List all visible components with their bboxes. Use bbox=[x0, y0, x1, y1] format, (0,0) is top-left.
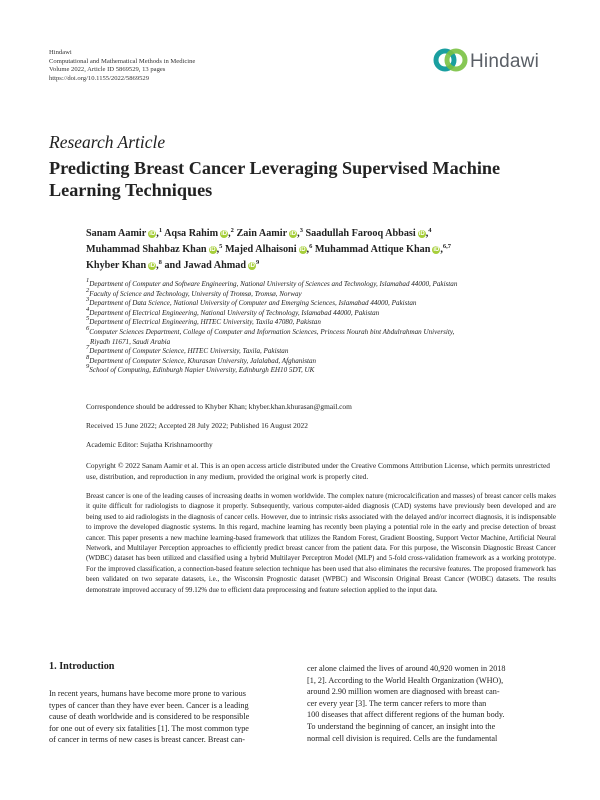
text-line: To understand the beginning of cancer, an insight into the bbox=[307, 721, 496, 731]
affiliation-item: $^4$Department of Electrical Engineering, National University of Technology, Islamabad 44000, Pakistan bbox=[86, 305, 380, 317]
affiliation-item: $^2$Faculty of Science and Technology, University of Tromsø, Tromsø, Norway bbox=[86, 286, 302, 298]
orcid-icon[interactable]: iD bbox=[149, 263, 156, 269]
affiliation-item: $^6$Computer Sciences Department, College of Computer and Information Sciences, Princess Nourah bint Abdulrahman University, bbox=[86, 324, 455, 336]
author-affiliation-sup: 4 bbox=[428, 227, 432, 234]
author-affiliation-sup: 5 bbox=[219, 243, 223, 250]
orcid-icon[interactable]: iD bbox=[418, 231, 425, 237]
author-affiliation-sup: 6 bbox=[309, 243, 313, 250]
author-name: Saadullah Farooq Abbasi bbox=[305, 228, 416, 239]
affiliation-item: Riyadh 11671, Saudi Arabia bbox=[90, 337, 171, 346]
orcid-icon[interactable]: iD bbox=[249, 263, 255, 269]
copyright-notice: Copyright © 2022 Sanam Aamir et al. This is an open access article distributed under the Creative Commons Attribution License, which permits unrestricted use, distribution, and reproduction in any medium, provided the original work is properly cited. bbox=[86, 461, 551, 481]
author-connector: and bbox=[164, 260, 181, 271]
volume-line: Volume 2022, Article ID 5869529, 13 pages bbox=[49, 66, 166, 73]
author-name: Majed Alhaisoni bbox=[224, 244, 297, 255]
affiliation-list bbox=[86, 277, 556, 376]
author-affiliation-sup: 8 bbox=[158, 259, 162, 266]
orcid-icon[interactable]: iD bbox=[299, 247, 306, 253]
intro-right-column bbox=[307, 663, 554, 744]
author-name: Aqsa Rahim bbox=[164, 228, 219, 239]
author-affiliation-sup: 6,7 bbox=[442, 243, 452, 250]
abstract: Breast cancer is one of the leading causes of increasing deaths in women worldwide. The complex nature (microcalcification and masses) of breast cancer cells makes it quite difficult for radiologists to diagnose it properly. Subsequently, various computer-aided diagnosis (CAD) systems have previously been developed and are being used to aid radiologists in the diagnosis of cancer cells. However, due to intrinsic risks associated with the delayed and/or incorrect diagnosis, it is indispensable to improve the developed diagnostic systems. In this regard, machine learning has recently been playing a potential role in the early and precise detection of breast cancer. This paper presents a new machine learning-based framework that utilizes the Random Forest, Gradient Boosting, Support Vector Machine, Artificial Neural Network, and Multilayer Perception approaches to efficiently predict breast cancer from the patient data. For this purpose, the Wisconsin Diagnostic Breast Cancer (WDBC) dataset has been utilized and classified using a hybrid Multilayer Perceptron Model (MLP) and 5-fold cross-validation framework as a working prototype. For the improved classification, a connection-based feature selection technique has been used that also eliminates the recursive features. The proposed framework has been validated on two separate datasets, i.e., the Wisconsin Prognostic dataset (WPBC) and Wisconsin Original Breast Cancer (WOBC) datasets. The results demonstrate improved accuracy of 99.12% due to efficient data preprocessing and feature selection applied to the input data. bbox=[86, 492, 556, 594]
author-name: Zain Aamir bbox=[236, 228, 288, 239]
hindawi-logo-icon bbox=[432, 43, 472, 77]
text-line: 100 diseases that affect different regions of the human body. bbox=[307, 710, 505, 720]
text-line: types of cancer than they have ever been. Cancer is a leading bbox=[49, 700, 249, 710]
author-name: Sanam Aamir bbox=[86, 228, 147, 239]
dates: Received 15 June 2022; Accepted 28 July 2022; Published 16 August 2022 bbox=[86, 421, 308, 430]
article-type: Research Article bbox=[49, 132, 166, 152]
text-line: of cancer in terms of new cases is breast cancer. Breast can- bbox=[49, 735, 245, 745]
text-line: cer alone claimed the lives of around 40,920 women in 2018 bbox=[307, 664, 506, 673]
orcid-icon[interactable]: iD bbox=[290, 231, 297, 237]
author-affiliation-sup: 3 bbox=[299, 227, 303, 234]
text-line: cer every year [3]. The term cancer refers to more than bbox=[307, 698, 487, 708]
affiliation-item: $^3$Department of Data Science, National University of Computer and Emerging Sciences, Islamabad 44000, Pakistan bbox=[86, 296, 417, 308]
author-name: Khyber Khan bbox=[86, 260, 147, 271]
author-name: Muhammad Shahbaz Khan bbox=[86, 244, 207, 255]
author-list: Sanam Aamir iD,$^1$ Aqsa Rahim iD,$^2$ Zain Aamir iD,$^3$ Saadullah Farooq Abbasi iD,$^4$ Muhammad Shahbaz Khan iD,$^5$ Majed Alhaisoni iD,$^6$ Muhammad Attique Khan iD,$^{6,7}$ Khyber Khan iD,$^8$ and Jawad Ahmad $iD^9$ bbox=[86, 227, 452, 271]
text-line: In recent years, humans have become more prone to various bbox=[49, 689, 246, 698]
orcid-icon[interactable]: iD bbox=[209, 247, 216, 253]
affiliation-item: $^7$Department of Computer Science, HITEC University, Taxila, Pakistan bbox=[86, 344, 289, 356]
text-line: for one out of every six fatalities [1]. The most common type bbox=[49, 723, 249, 733]
orcid-icon[interactable]: iD bbox=[149, 231, 156, 237]
author-affiliation-sup: 1 bbox=[158, 227, 163, 234]
affiliation-item: $^9$School of Computing, Edinburgh Napier University, Edinburgh EH10 5DT, UK bbox=[86, 363, 315, 375]
author-name: Jawad Ahmad bbox=[183, 260, 246, 271]
orcid-icon[interactable]: iD bbox=[221, 231, 228, 237]
author-affiliation-sup: 2 bbox=[230, 227, 234, 234]
correspondence: Correspondence should be addressed to Khyber Khan; khyber.khan.khurasan@gmail.com bbox=[86, 402, 352, 411]
affiliation-item: $^1$Department of Computer and Software Engineering, National University of Sciences and Technology, Islamabad 44000, Pakistan bbox=[86, 277, 458, 288]
author-affiliation-sup: 9 bbox=[256, 259, 260, 266]
hindawi-logo bbox=[432, 43, 557, 77]
affiliation-item: $^8$Department of Computer Science, Khurasan University, Jalalabad, Afghanistan bbox=[86, 353, 317, 365]
intro-left-column bbox=[49, 688, 295, 746]
text-line: cause of death worldwide and is considered to be responsible bbox=[49, 712, 250, 722]
affiliation-item: $^5$Department of Electrical Engineering, HITEC University, Taxila 47080, Pakistan bbox=[86, 315, 321, 327]
orcid-icon[interactable]: iD bbox=[433, 247, 440, 253]
academic-editor: Academic Editor: Sujatha Krishnamoorthy bbox=[86, 440, 213, 449]
journal-name: Computational and Mathematical Methods in Medicine bbox=[49, 57, 196, 65]
text-line: [1, 2]. According to the World Health Organization (WHO), bbox=[307, 675, 504, 685]
text-line: normal cell division is required. Cells are the fundamental bbox=[307, 733, 498, 743]
author-name: Muhammad Attique Khan bbox=[314, 244, 431, 255]
section-heading: 1. Introduction bbox=[49, 661, 115, 672]
hindawi-logo-text: Hindawi bbox=[470, 51, 539, 72]
doi-link[interactable]: https://doi.org/10.1155/2022/5869529 bbox=[49, 74, 150, 82]
text-line: around 2.90 million women are diagnosed with breast can- bbox=[307, 687, 500, 697]
article-title: Predicting Breast Cancer Leveraging Supervised Machine Learning Techniques bbox=[49, 158, 501, 200]
publisher-line: Hindawi bbox=[49, 49, 72, 56]
